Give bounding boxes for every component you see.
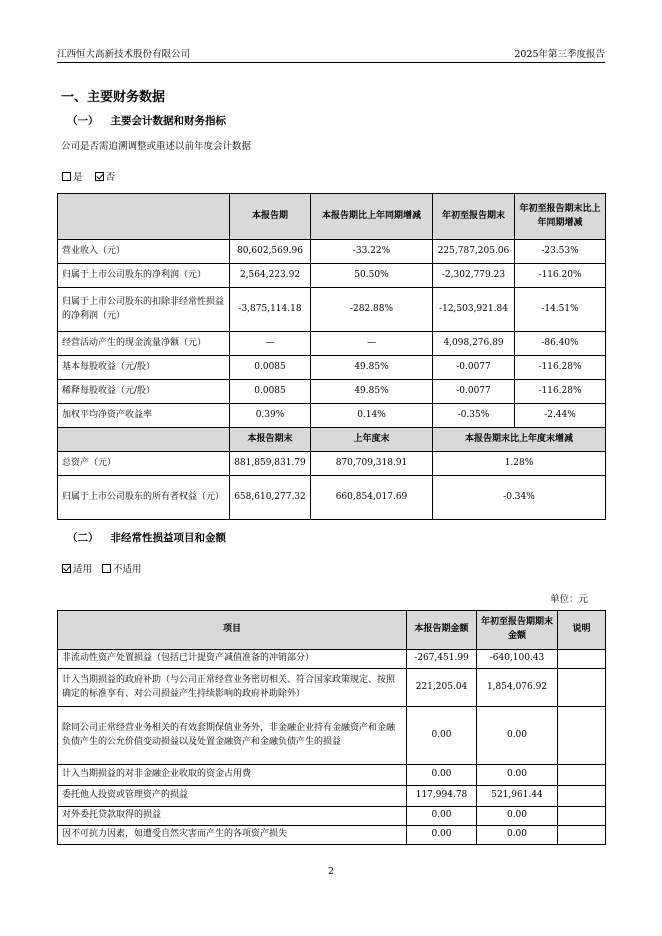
cell-value: 0.00 — [477, 707, 558, 765]
cell-value: 521,961.44 — [477, 786, 558, 807]
unit-label: 单位：元 — [549, 594, 588, 605]
cell-value: -0.35% — [433, 404, 515, 428]
cell-value: 0.0085 — [230, 380, 311, 404]
cell-value: 881,859,831.79 — [230, 452, 311, 476]
row-label: 委托他人投资或管理资产的损益 — [58, 786, 407, 807]
table-row — [58, 476, 606, 520]
table-row — [58, 288, 606, 332]
column-header: 项目 — [58, 611, 407, 650]
cell-value: 0.00 — [477, 765, 558, 786]
column-header: 本报告期末比上年度末增减 — [433, 428, 606, 452]
cell-value: 4,098,276.89 — [433, 332, 515, 356]
option-yes-label: 是 — [73, 172, 83, 183]
cell-value: -282.88% — [311, 288, 433, 332]
row-label: 计入当期损益的对非金融企业收取的资金占用费 — [58, 765, 407, 786]
table-row — [58, 707, 606, 765]
column-header: 年初至报告期末比上年同期增减 — [515, 194, 606, 240]
row-label: 归属于上市公司股东的扣除非经常性损益的净利润（元） — [58, 288, 230, 332]
cell-value: -3,875,114.18 — [230, 288, 311, 332]
cell-value: 660,854,017.69 — [311, 476, 433, 520]
subsection-text: 主要会计数据和财务指标 — [110, 115, 226, 127]
cell-value — [558, 765, 606, 786]
cell-value: -2,302,779.23 — [433, 264, 515, 288]
cell-value — [558, 669, 606, 707]
column-header: 本报告期 — [230, 194, 311, 240]
column-header: 本报告期末 — [230, 428, 311, 452]
cell-value: -0.0077 — [433, 356, 515, 380]
row-label: 除同公司正常经营业务相关的有效套期保值业务外，非金融企业持有金融资产和金融负债产生的公允价值变动损益以及处置金融资产和金融负债产生的损益 — [58, 707, 407, 765]
table-row — [58, 332, 606, 356]
table-row — [58, 240, 606, 264]
row-label: 加权平均净资产收益率 — [58, 404, 230, 428]
column-header: 本报告期比上年同期增减 — [311, 194, 433, 240]
restatement-options — [62, 169, 115, 183]
applicable-options — [62, 561, 142, 575]
cell-value: -86.40% — [515, 332, 606, 356]
company-name: 江西恒大高新技术股份有限公司 — [57, 49, 191, 60]
column-header: 说明 — [558, 611, 606, 650]
header-divider — [57, 62, 605, 63]
table-header-row — [58, 611, 606, 650]
cell-value: -116.28% — [515, 356, 606, 380]
checkbox-checked-icon[interactable] — [95, 172, 104, 181]
cell-value: 50.50% — [311, 264, 433, 288]
cell-value — [558, 650, 606, 669]
option-no[interactable] — [95, 169, 116, 183]
option-not-applicable-label: 不适用 — [113, 564, 142, 575]
cell-value: -0.0077 — [433, 380, 515, 404]
cell-value: -640,100.43 — [477, 650, 558, 669]
cell-value: -116.20% — [515, 264, 606, 288]
key-financial-table — [57, 193, 606, 520]
table-row — [58, 650, 606, 669]
cell-value — [558, 707, 606, 765]
row-label: 基本每股收益（元/股） — [58, 356, 230, 380]
page-number: 2 — [327, 866, 335, 877]
cell-value: 80,602,569.96 — [230, 240, 311, 264]
column-header: 本报告期金额 — [407, 611, 477, 650]
cell-value: -0.34% — [433, 476, 606, 520]
column-header: 上年度末 — [311, 428, 433, 452]
cell-value: 0.00 — [477, 807, 558, 826]
cell-value: -14.51% — [515, 288, 606, 332]
cell-value: -12,503,921.84 — [433, 288, 515, 332]
option-yes[interactable] — [62, 169, 83, 183]
cell-value — [558, 807, 606, 826]
table-row — [58, 669, 606, 707]
cell-value: 0.00 — [477, 826, 558, 845]
option-no-label: 否 — [105, 172, 116, 183]
column-header: 年初至报告期末 — [433, 194, 515, 240]
row-label: 因不可抗力因素，如遭受自然灾害而产生的各项资产损失 — [58, 826, 407, 845]
column-header: 年初至报告期期末金额 — [477, 611, 558, 650]
option-applicable-label: 适用 — [73, 564, 93, 575]
row-label: 经营活动产生的现金流量净额（元） — [58, 332, 230, 356]
cell-value: 0.00 — [407, 707, 477, 765]
cell-value: -267,451.99 — [407, 650, 477, 669]
row-label: 计入当期损益的政府补助（与公司正常经营业务密切相关、符合国家政策规定、按照确定的标准享有、对公司损益产生持续影响的政府补助除外） — [58, 669, 407, 707]
table-row — [58, 380, 606, 404]
cell-value: 49.85% — [311, 356, 433, 380]
cell-value: 658,610,277.32 — [230, 476, 311, 520]
cell-value: — — [230, 332, 311, 356]
cell-value: -33.22% — [311, 240, 433, 264]
cell-value: 0.0085 — [230, 356, 311, 380]
page-header — [57, 46, 605, 62]
table-row — [58, 807, 606, 826]
table-row — [58, 264, 606, 288]
table-header-row — [58, 428, 606, 452]
cell-value: 1,854,076.92 — [477, 669, 558, 707]
cell-value: 0.39% — [230, 404, 311, 428]
subsection-number: （二） — [67, 532, 99, 544]
cell-value: 221,205.04 — [407, 669, 477, 707]
cell-value: 0.00 — [407, 826, 477, 845]
cell-value: -23.53% — [515, 240, 606, 264]
subsection-title-1 — [67, 113, 226, 128]
option-applicable[interactable] — [62, 561, 92, 575]
cell-value: 1.28% — [433, 452, 606, 476]
checkbox-checked-icon[interactable] — [62, 564, 71, 573]
cell-value: 49.85% — [311, 380, 433, 404]
table-header-blank — [58, 428, 230, 452]
option-not-applicable[interactable] — [102, 561, 142, 575]
cell-value: 117,994.78 — [407, 786, 477, 807]
table-row — [58, 452, 606, 476]
table-row — [58, 786, 606, 807]
cell-value: 2,564,223.92 — [230, 264, 311, 288]
cell-value: -2.44% — [515, 404, 606, 428]
row-label: 归属于上市公司股东的所有者权益（元） — [58, 476, 230, 520]
cell-value: 870,709,318.91 — [311, 452, 433, 476]
subsection-number: （一） — [67, 115, 99, 127]
table-header-blank — [58, 194, 230, 240]
row-label: 非流动性资产处置损益（包括已计提资产减值准备的冲销部分） — [58, 650, 407, 669]
checkbox-unchecked-icon[interactable] — [62, 172, 71, 181]
cell-value: 0.00 — [407, 807, 477, 826]
row-label: 总资产（元） — [58, 452, 230, 476]
table-row — [58, 404, 606, 428]
subsection-text: 非经常性损益项目和金额 — [110, 532, 226, 544]
checkbox-unchecked-icon[interactable] — [102, 564, 111, 573]
table-row — [58, 765, 606, 786]
non-recurring-items-table — [57, 610, 606, 845]
row-label: 对外委托贷款取得的损益 — [58, 807, 407, 826]
table-row — [58, 356, 606, 380]
cell-value: 0.14% — [311, 404, 433, 428]
cell-value: — — [311, 332, 433, 356]
cell-value: 225,787,205.06 — [433, 240, 515, 264]
cell-value: -116.28% — [515, 380, 606, 404]
row-label: 归属于上市公司股东的净利润（元） — [58, 264, 230, 288]
section-title: 一、主要财务数据 — [61, 90, 166, 105]
table-row — [58, 826, 606, 845]
cell-value — [558, 826, 606, 845]
restatement-question: 公司是否需追溯调整或重述以前年度会计数据 — [61, 141, 252, 152]
row-label: 稀释每股收益（元/股） — [58, 380, 230, 404]
cell-value — [558, 786, 606, 807]
table-header-row — [58, 194, 606, 240]
report-title: 2025年第三季度报告 — [514, 49, 605, 60]
row-label: 营业收入（元） — [58, 240, 230, 264]
cell-value: 0.00 — [407, 765, 477, 786]
subsection-title-2 — [67, 530, 226, 545]
